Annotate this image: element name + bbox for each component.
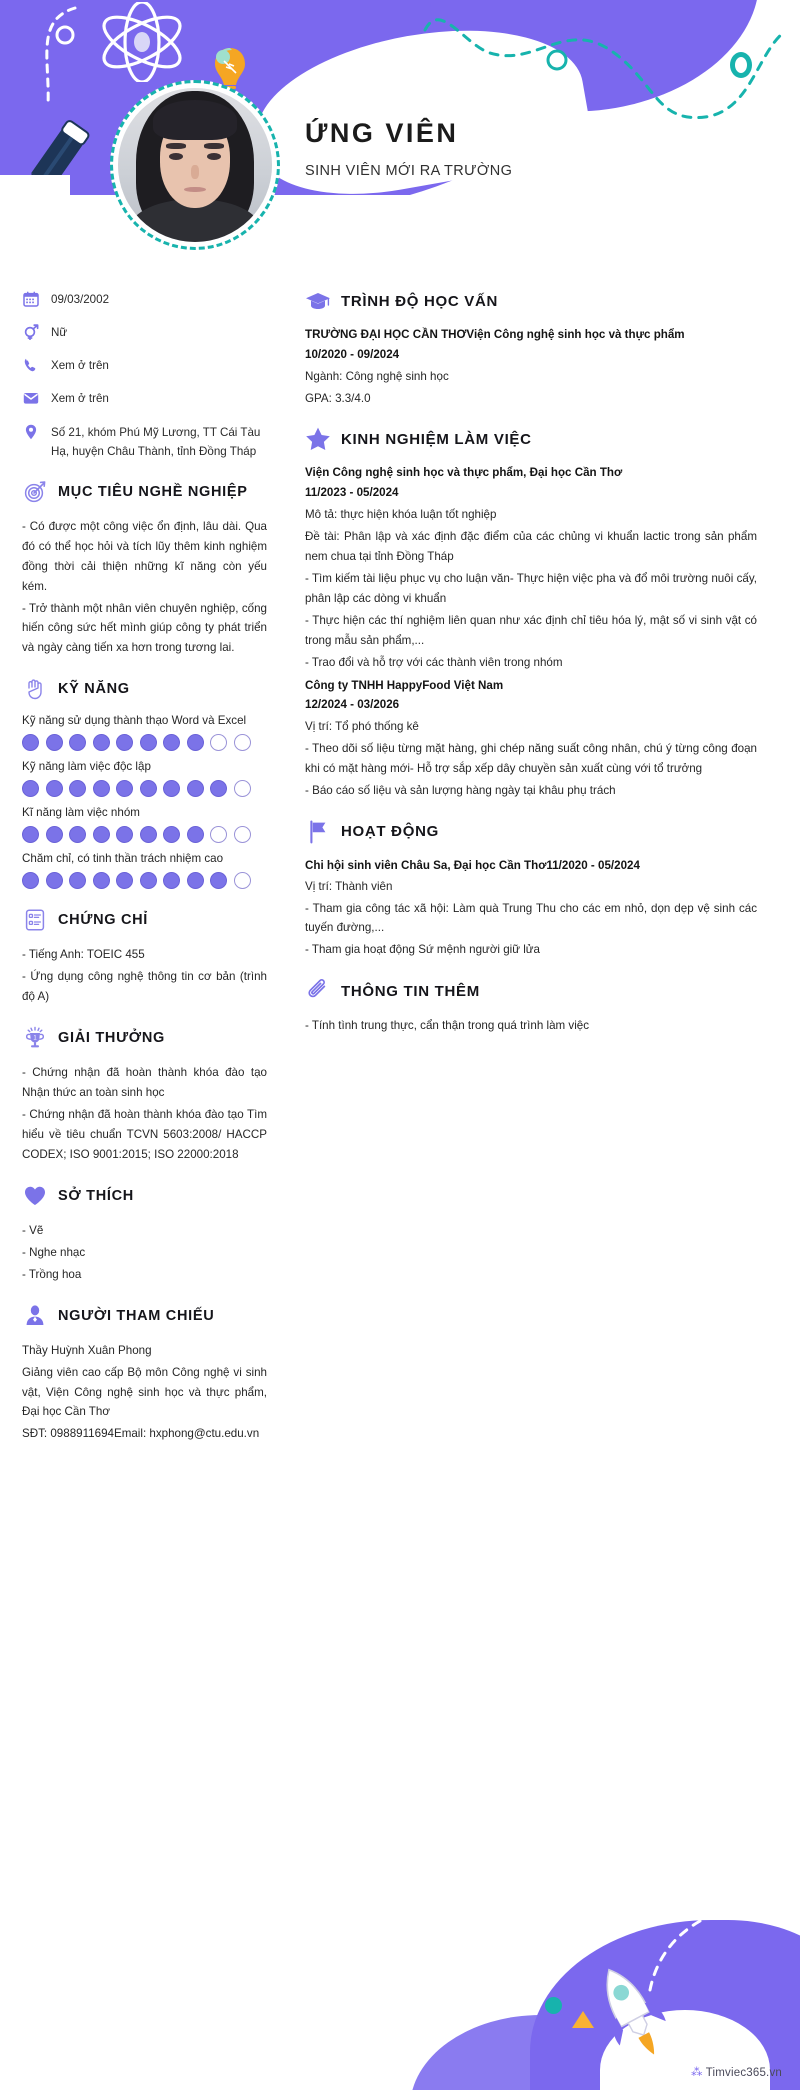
experience-header: [305, 426, 757, 452]
reference-name: Thầy Huỳnh Xuân Phong: [22, 1343, 152, 1357]
header-white-left-base: [0, 175, 70, 270]
activities-header: [305, 819, 757, 845]
hobbies-header: [22, 1183, 267, 1209]
section-awards: [22, 1025, 267, 1165]
certificates-title: CHỨNG CHỈ: [58, 912, 149, 929]
teal-ring-icon: [730, 52, 752, 78]
experience-date: 12/2024 - 03/2026: [305, 698, 400, 712]
cv-footer: [0, 1860, 800, 2090]
objective-paragraph-2: - Trở thành một nhân viên chuyên nghiệp, cống hiến công sức hết mình giúp công ty phát triển và ngày càng tiến xa hơn trong tương lai.: [22, 601, 267, 655]
hobbies-title: SỞ THÍCH: [58, 1187, 134, 1204]
footer-brand: [691, 2065, 782, 2079]
hand-icon: [22, 676, 48, 702]
experience-date: 11/2023 - 05/2024: [305, 486, 399, 500]
location-icon: [22, 423, 40, 440]
skill-item: [22, 714, 267, 751]
contact-row-email: [22, 389, 267, 408]
skill-label: Kỹ năng làm việc độc lập: [22, 760, 151, 774]
section-objective: [22, 479, 267, 659]
skill-label: Kĩ năng làm việc nhóm: [22, 806, 140, 820]
header-name-block: [305, 118, 512, 179]
activity-detail: Vị trí: Thành viên: [305, 879, 393, 893]
education-school: TRƯỜNG ĐẠI HỌC CẦN THƠViện Công nghệ sinh học và thực phẩm: [305, 328, 685, 341]
heart-icon: [22, 1183, 48, 1209]
rocket-icon: [584, 1958, 680, 2068]
activity-detail: - Tham gia công tác xã hội: Làm quà Trung Thu cho các em nhỏ, dọn dẹp vệ sinh các tuyến đường,...: [305, 901, 757, 935]
section-skills: [22, 676, 267, 889]
skill-rating: [22, 872, 267, 889]
experience-title: KINH NGHIỆM LÀM VIỆC: [341, 430, 532, 448]
experience-detail: - Theo dõi số liệu từng mặt hàng, ghi chép năng suất công nhân, chú ý từng công đoạn khi có mặt hàng mới- Hỗ trợ sắp xếp dây chuyền sản xuất cùng với tổ trưởng: [305, 742, 757, 775]
dashed-curve-left-icon: [20, 5, 100, 115]
phone-icon: [22, 356, 40, 373]
skill-item: [22, 760, 267, 797]
email-icon: [22, 389, 40, 406]
star-icon: [305, 426, 331, 452]
section-certificates: [22, 907, 267, 1007]
education-entry: [305, 326, 757, 408]
section-activities: [305, 819, 757, 961]
award-item: - Chứng nhận đã hoàn thành khóa đào tạo Tìm hiểu về tiêu chuẩn TCVN 5603:2008/ HACCP CODEX; ISO 9001:2015; ISO 22000:2018: [22, 1108, 267, 1161]
experience-detail: - Báo cáo số liệu và sản lượng hàng ngày tại khâu phụ trách: [305, 783, 616, 797]
trophy-icon: [22, 1025, 48, 1051]
section-education: [305, 288, 757, 408]
experience-entry: [305, 464, 757, 672]
skills-header: [22, 676, 267, 702]
list-icon: [22, 907, 48, 933]
certificate-item: - Tiếng Anh: TOEIC 455: [22, 948, 145, 962]
svg-text:1: 1: [33, 1035, 37, 1042]
skill-rating: [22, 734, 267, 751]
skills-title: KỸ NĂNG: [58, 681, 130, 698]
skill-label: Kỹ năng sử dụng thành thạo Word và Excel: [22, 714, 247, 728]
reference-contact: SĐT: 0988911694Email: hxphong@ctu.edu.vn: [22, 1427, 260, 1441]
footer-teal-dot: [545, 1997, 562, 2014]
activities-title: HOẠT ĐỘNG: [341, 823, 439, 841]
reference-header: [22, 1303, 267, 1329]
experience-detail: Đề tài: Phân lập và xác định đặc điểm của các chủng vi khuẩn lactic trong sản phẩm nem chua tại tỉnh Đồng Tháp: [305, 529, 757, 563]
education-header: [305, 288, 757, 314]
experience-company: Viện Công nghệ sinh học và thực phẩm, Đại học Cần Thơ: [305, 466, 623, 480]
hobby-item: - Nghe nhạc: [22, 1245, 86, 1259]
education-major: Ngành: Công nghệ sinh học: [305, 369, 449, 383]
left-column: [22, 270, 277, 1460]
footer-yellow-triangle: [572, 2011, 594, 2028]
contact-row-phone: [22, 356, 267, 375]
reference-title: NGƯỜI THAM CHIẾU: [58, 1307, 215, 1324]
education-date: 10/2020 - 09/2024: [305, 347, 400, 361]
objective-paragraph-1: - Có được một công việc ổn định, lâu dài. Qua đó có thể học hỏi và tích lũy thêm kinh nghiệm đồng thời cải thiện những kĩ năng còn yếu kém.: [22, 519, 267, 593]
page-title: ỨNG VIÊN: [305, 118, 459, 148]
atom-icon: [97, 2, 187, 82]
activity-detail: - Tham gia hoạt động Sứ mệnh người giữ lửa: [305, 943, 541, 957]
objective-header: [22, 479, 267, 505]
skill-rating: [22, 826, 267, 843]
section-reference: [22, 1303, 267, 1445]
contact-list: [22, 290, 267, 461]
brand-label: Timviec365.vn: [705, 2067, 782, 2079]
cv-header: [0, 0, 800, 270]
additional-item: - Tính tình trung thực, cẩn thận trong quá trình làm việc: [305, 1019, 590, 1033]
education-gpa: GPA: 3.3/4.0: [305, 391, 371, 405]
hobby-item: - Trồng hoa: [22, 1267, 82, 1281]
calendar-icon: [22, 290, 40, 307]
certificates-header: [22, 907, 267, 933]
brand-mark-icon: ⁂: [690, 2067, 703, 2079]
section-additional: [305, 978, 757, 1036]
right-column: [277, 270, 757, 1052]
contact-birthdate: 09/03/2002: [51, 293, 110, 306]
avatar-photo: [118, 88, 272, 242]
experience-detail: - Thực hiện các thí nghiệm liên quan như xác định chỉ tiêu hóa lý, mật số vi sinh vật có trong mẫu sản phẩm,...: [305, 613, 757, 647]
education-title: TRÌNH ĐỘ HỌC VẤN: [341, 292, 499, 310]
contact-row-birthdate: [22, 290, 267, 309]
awards-title: GIẢI THƯỞNG: [58, 1030, 166, 1047]
activity-org: Chi hội sinh viên Châu Sa, Đại học Cần Thơ11/2020 - 05/2024: [305, 858, 640, 872]
experience-entry: [305, 677, 757, 801]
flag-icon: [305, 819, 331, 845]
additional-title: THÔNG TIN THÊM: [341, 982, 480, 1000]
contact-address: Số 21, khóm Phú Mỹ Lương, TT Cái Tàu Hạ, huyện Châu Thành, tỉnh Đồng Tháp: [51, 425, 261, 458]
contact-row-address: [22, 423, 267, 461]
cv-body: [0, 270, 800, 1460]
activity-entry: [305, 857, 757, 961]
graduation-cap-icon: [305, 288, 331, 314]
experience-detail: - Trao đổi và hỗ trợ với các thành viên trong nhóm: [305, 655, 563, 669]
avatar: [110, 80, 280, 250]
hobby-item: - Vẽ: [22, 1223, 44, 1237]
skill-item: [22, 852, 267, 889]
contact-gender: Nữ: [51, 326, 68, 340]
header-role: SINH VIÊN MỚI RA TRƯỜNG: [305, 163, 513, 180]
experience-detail: - Tìm kiếm tài liệu phục vụ cho luận văn- Thực hiện việc pha và đổ môi trường nuôi cấy, phân lập các dòng vi khuẩn: [305, 571, 757, 605]
experience-company: Công ty TNHH HappyFood Việt Nam: [305, 678, 504, 692]
contact-phone: Xem ở trên: [51, 359, 109, 373]
reference-position: Giảng viên cao cấp Bộ môn Công nghệ vi sinh vật, Viện Công nghệ sinh học và thực phẩm, Đại học Cần Thơ: [22, 1365, 267, 1419]
skill-rating: [22, 780, 267, 797]
target-icon: [22, 479, 48, 505]
section-experience: [305, 426, 757, 800]
award-item: - Chứng nhận đã hoàn thành khóa đào tạo Nhận thức an toàn sinh học: [22, 1066, 267, 1100]
gender-icon: [22, 323, 40, 340]
experience-detail: Mô tả: thực hiện khóa luận tốt nghiệp: [305, 508, 497, 521]
objective-title: MỤC TIÊU NGHỀ NGHIỆP: [58, 483, 248, 500]
additional-header: [305, 978, 757, 1004]
person-icon: [22, 1303, 48, 1329]
contact-email: Xem ở trên: [51, 392, 109, 406]
skill-label: Chăm chỉ, có tinh thần trách nhiệm cao: [22, 852, 224, 866]
experience-detail: Vị trí: Tổ phó thống kê: [305, 720, 419, 734]
skill-item: [22, 806, 267, 843]
awards-header: [22, 1025, 267, 1051]
section-hobbies: [22, 1183, 267, 1285]
contact-row-gender: [22, 323, 267, 342]
certificate-item: - Ứng dụng công nghệ thông tin cơ bản (trình độ A): [22, 970, 267, 1004]
paperclip-icon: [305, 978, 331, 1004]
